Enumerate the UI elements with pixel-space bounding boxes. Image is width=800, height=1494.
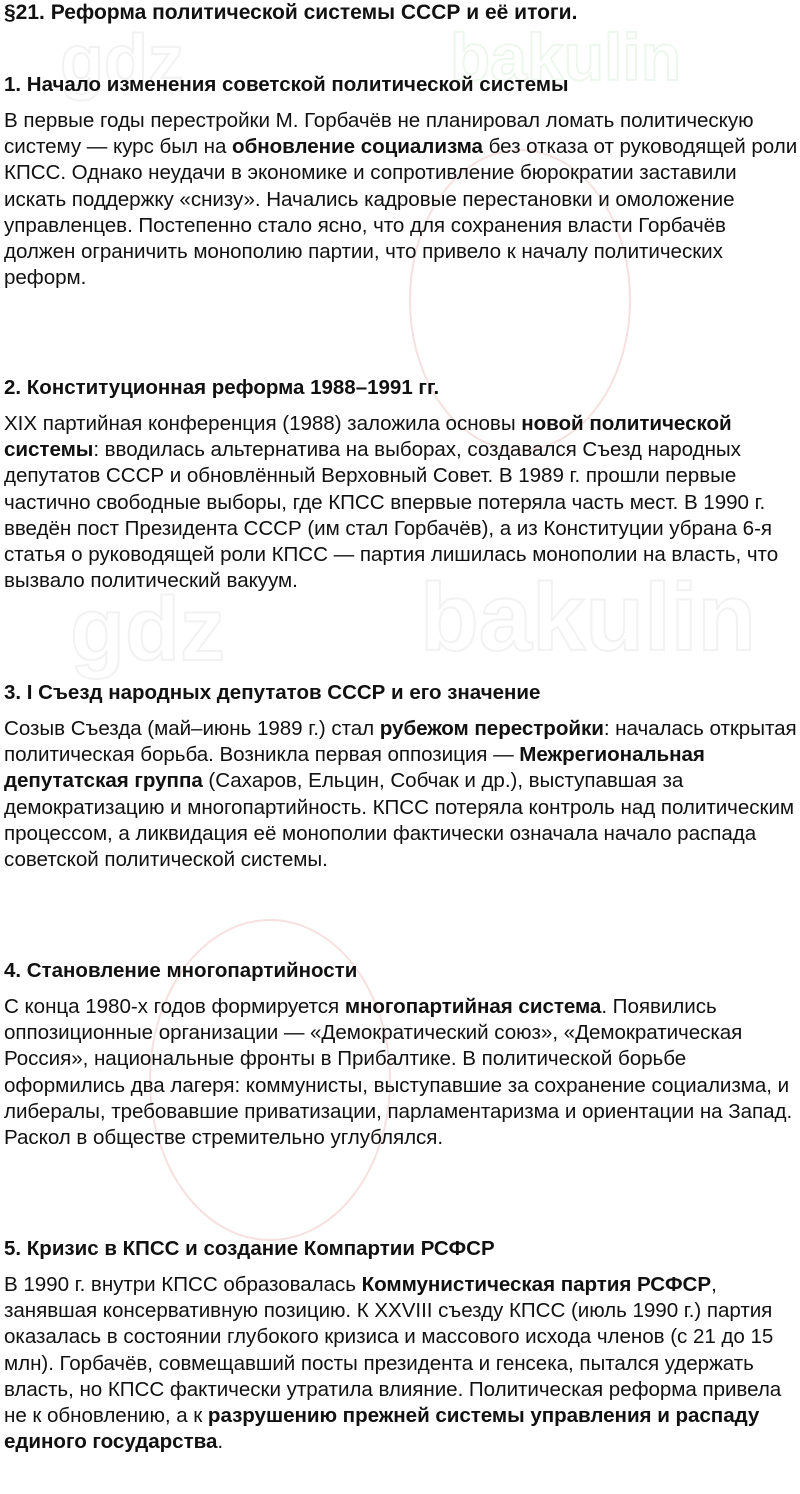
section-heading: 3. I Съезд народных депутатов СССР и его значение: [4, 681, 541, 704]
body-text: В 1990 г. внутри КПСС образовалась: [4, 1273, 362, 1296]
emphasis-text: новой политической системы: [4, 412, 732, 462]
body-text: , занявшая консервативную позицию. К XXVIII съезду КПСС (июль 1990 г.) партия оказалась в состоянии глубокого кризиса и массового исхода членов (с 21 до 15 млн). Горбачёв, совмещавший посты президента и генсека, пытался удержать власть, но КПСС фактически утратила влияние. Политическая реформа привела не к обновлению, а к: [4, 1273, 782, 1428]
emphasis-text: Коммунистическая партия РСФСР: [361, 1273, 712, 1296]
section-3: [4, 680, 800, 873]
body-text: Созыв Съезда (май–июнь 1989 г.) стал: [4, 717, 380, 740]
body-text: XIX партийная конференция (1988) заложила основы: [4, 412, 522, 435]
emphasis-text: рубежом перестройки: [379, 717, 604, 740]
emphasis-text: разрушению прежней системы управления и распаду единого государства: [4, 1404, 760, 1454]
body-text: . Появились оппозиционные организации — «Демократический союз», «Демократическая Россия», национальные фронты в Прибалтике. В политической борьбе оформились два лагеря: коммунисты, выступавшие за сохранение социализма, и либералы, требовавшие приватизации, парламентаризма и ориентации на Запад. Раскол в обществе стремительно углублялся.: [4, 995, 793, 1150]
section-4: [4, 958, 800, 1151]
section-body: [4, 994, 800, 1151]
body-text: : вводилась альтернатива на выборах, создавался Съезд народных депутатов СССР и обновлённый Верховный Совет. В 1989 г. прошли первые частично свободные выборы, где КПСС впервые потеряла часть мест. В 1990 г. введён пост Президента СССР (им стал Горбачёв), а из Конституции убрана 6-я статья о руководящей роли КПСС — партия лишилась монополии на власть, что вызвало политический вакуум.: [4, 438, 779, 593]
section-body: [4, 716, 800, 873]
section-heading: 2. Конституционная реформа 1988–1991 гг.: [4, 376, 440, 399]
body-text: С конца 1980-х годов формируется: [4, 995, 345, 1018]
watermark-text: bakulin: [420, 564, 757, 671]
section-heading: 4. Становление многопартийности: [4, 959, 358, 982]
emphasis-text: обновление социализма: [232, 135, 483, 159]
section-5: [4, 1236, 800, 1455]
section-body: [4, 1272, 800, 1455]
emphasis-text: многопартийная система: [344, 995, 602, 1018]
body-text: В первые годы перестройки М. Горбачёв не планировал ломать политическую систему — курс был на: [4, 109, 754, 159]
watermark-text: gdz: [60, 21, 184, 101]
body-text: .: [217, 1430, 224, 1454]
body-text: : началась открытая политическая борьба. Возникла первая оппозиция —: [4, 717, 797, 767]
section-1: [4, 72, 800, 291]
emphasis-text: Межрегиональная депутатская группа: [4, 743, 705, 793]
watermark-text: gdz: [70, 580, 225, 680]
body-text: (Сахаров, Ельцин, Собчак и др.), выступавшая за демократизацию и многопартийность. КПСС потеряла контроль над политическим процессом, а ликвидация её монополии фактически означала начало распада советской политической системы.: [4, 769, 795, 872]
section-body: [4, 411, 800, 594]
section-body: [4, 108, 800, 291]
section-heading: 5. Кризис в КПСС и создание Компартии РСФСР: [4, 1237, 495, 1260]
section-heading: 1. Начало изменения советской политической системы: [4, 73, 569, 96]
section-2: [4, 375, 800, 594]
body-text: без отказа от руководящей роли КПСС. Однако неудачи в экономике и сопротивление бюрократии заставили искать поддержку «снизу». Начались кадровые перестановки и омоложение управленцев. Постепенно стало ясно, что для сохранения власти Горбачёв должен ограничить монополию партии, что привело к началу политических реформ.: [4, 135, 798, 290]
page-title: §21. Реформа политической системы СССР и её итоги.: [4, 1, 578, 24]
watermark-text: bakulin: [450, 20, 682, 94]
